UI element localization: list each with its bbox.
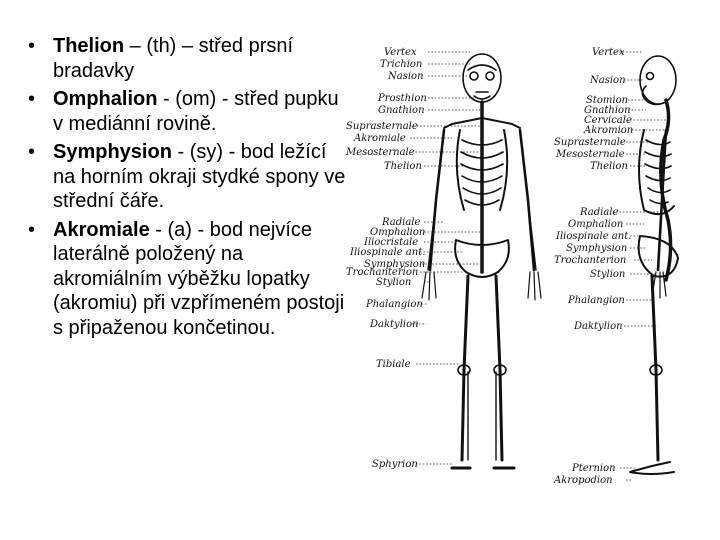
bullet-term: Symphysion [53, 141, 172, 163]
bullet-text: - (om) - střed pupku v mediánní rovině. [53, 88, 339, 135]
anthropometric-points-figure [340, 30, 720, 500]
front-label: Symphysion [364, 259, 426, 270]
bullet-term: Akromiale [53, 218, 150, 241]
side-labels [553, 47, 633, 486]
front-label: Iliospinale ant. [350, 247, 426, 258]
bullet-text: – (th) – střed prsní bradavky [53, 35, 294, 82]
front-label: Vertex [384, 47, 417, 58]
side-label: Gnathion [584, 105, 631, 116]
side-label: Phalangion [568, 295, 625, 306]
side-label: Suprasternale [554, 137, 626, 148]
front-label: Akromiale [354, 133, 406, 144]
bullet-thelion [26, 34, 348, 83]
side-label: Daktylion [574, 321, 623, 332]
bullet-omphalion [26, 87, 348, 136]
bullet-text: - (a) - bod nejvíce laterálně položený na akromiálním výběžku lopatky (akromiu) při vzpřímeném postoji s připaženou končetinou. [53, 218, 345, 339]
front-label: Daktylion [370, 319, 419, 330]
side-label: Stylion [590, 269, 626, 280]
front-label: Phalangion [366, 299, 423, 310]
side-label: Akromion [584, 125, 634, 136]
bullet-symphysion [26, 140, 348, 214]
side-label: Omphalion [568, 219, 624, 230]
front-skeleton [422, 54, 541, 468]
front-label: Iliocristale [364, 237, 419, 248]
side-label: Akropodion [554, 475, 613, 486]
front-label: Trichion [380, 59, 423, 70]
bullet-dot: • [28, 218, 36, 241]
side-label: Mesosternale [556, 149, 625, 160]
front-label: Prosthion [378, 93, 427, 104]
side-label: Trochanterion [554, 255, 627, 266]
bullet-dot: • [28, 35, 36, 57]
side-label: Stomion [586, 95, 629, 106]
bullet-list [26, 34, 348, 344]
bullet-dot: • [28, 141, 36, 163]
front-label: Mesosternale [346, 147, 415, 158]
front-label: Stylion [376, 277, 412, 288]
side-label: Vertex [592, 47, 625, 58]
front-label: Suprasternale [346, 121, 418, 132]
side-label: Nasion [590, 75, 626, 86]
front-labels [345, 47, 427, 470]
bullet-text: - (sy) - bod ležící na horním okraji stydké spony ve střední čáře. [53, 141, 346, 212]
front-label: Gnathion [378, 105, 425, 116]
bullet-dot: • [28, 88, 36, 110]
front-label: Tibiale [376, 359, 411, 370]
front-label: Trochanterion [346, 267, 419, 278]
bullet-akromiale [26, 218, 348, 341]
front-label: Omphalion [370, 227, 426, 238]
side-label: Cervicale [584, 115, 632, 126]
side-label: Iliospinale ant. [556, 231, 632, 242]
side-label: Thelion [590, 161, 628, 172]
front-label: Radiale [382, 217, 421, 228]
side-skeleton [630, 56, 678, 474]
front-label: Nasion [388, 71, 424, 82]
side-label: Pternion [572, 463, 616, 474]
side-label: Radiale [580, 207, 619, 218]
bullet-term: Omphalion [53, 88, 158, 110]
front-label: Thelion [384, 161, 422, 172]
side-label: Symphysion [566, 243, 628, 254]
bullet-term: Thelion [53, 35, 125, 57]
front-label: Sphyrion [372, 459, 418, 470]
